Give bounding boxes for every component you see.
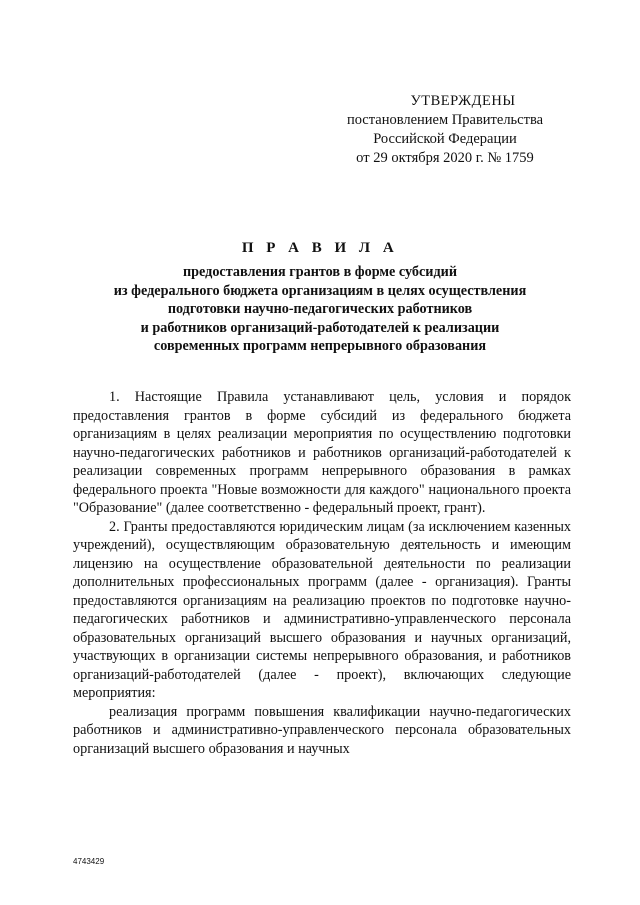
document-subtitle [60, 263, 580, 356]
subtitle-line: современных программ непрерывного образования [153, 338, 487, 354]
approval-block [330, 92, 560, 168]
approval-heading: УТВЕРЖДЕНЫ [410, 93, 516, 109]
paragraph-3: реализация программ повышения квалификации научно-педагогических работников и административно-управленческого персонала образовательных организаций высшего образования и научных [73, 703, 571, 757]
subtitle-line: из федерального бюджета организациям в целях осуществления [113, 282, 527, 299]
subtitle-line: предоставления грантов в форме субсидий [182, 264, 458, 280]
paragraph-2: 2. Гранты предоставляются юридическим лицам (за исключением казенных учреждений), осуществляющим образовательную деятельность и имеющим лицензию на осуществление образовательной деятельности по реализации дополнительных профессиональных программ (далее - организация). Гранты предоставляются организациям на реализацию проектов по подготовке научно-педагогических работников и административно-управленческого персонала образовательных организаций высшего образования и научных организаций, участвующих в организации системы непрерывного образования, и работников организаций-работодателей (далее - проект), включающих следующие мероприятия: [73, 518, 571, 701]
document-body [73, 388, 571, 758]
approval-line-3: от 29 октября 2020 г. № 1759 [356, 150, 534, 166]
footer-code: 4743429 [73, 857, 105, 866]
approval-line-1: постановлением Правительства [346, 112, 544, 128]
paragraph-1: 1. Настоящие Правила устанавливают цель, условия и порядок предоставления грантов в форме субсидий из федерального бюджета организациям в целях реализации мероприятия по осуществлению подготовки научно-педагогических работников и работников организаций-работодателей к реализации современных программ непрерывного образования в рамках федерального проекта "Новые возможности для каждого" национального проекта "Образование" (далее соответственно - федеральный проект, грант). [73, 389, 571, 516]
subtitle-line: подготовки научно-педагогических работников [167, 301, 473, 317]
subtitle-line: и работников организаций-работодателей к реализации [140, 319, 500, 336]
document-title: П Р А В И Л А [241, 240, 399, 256]
approval-line-2: Российской Федерации [373, 131, 517, 147]
